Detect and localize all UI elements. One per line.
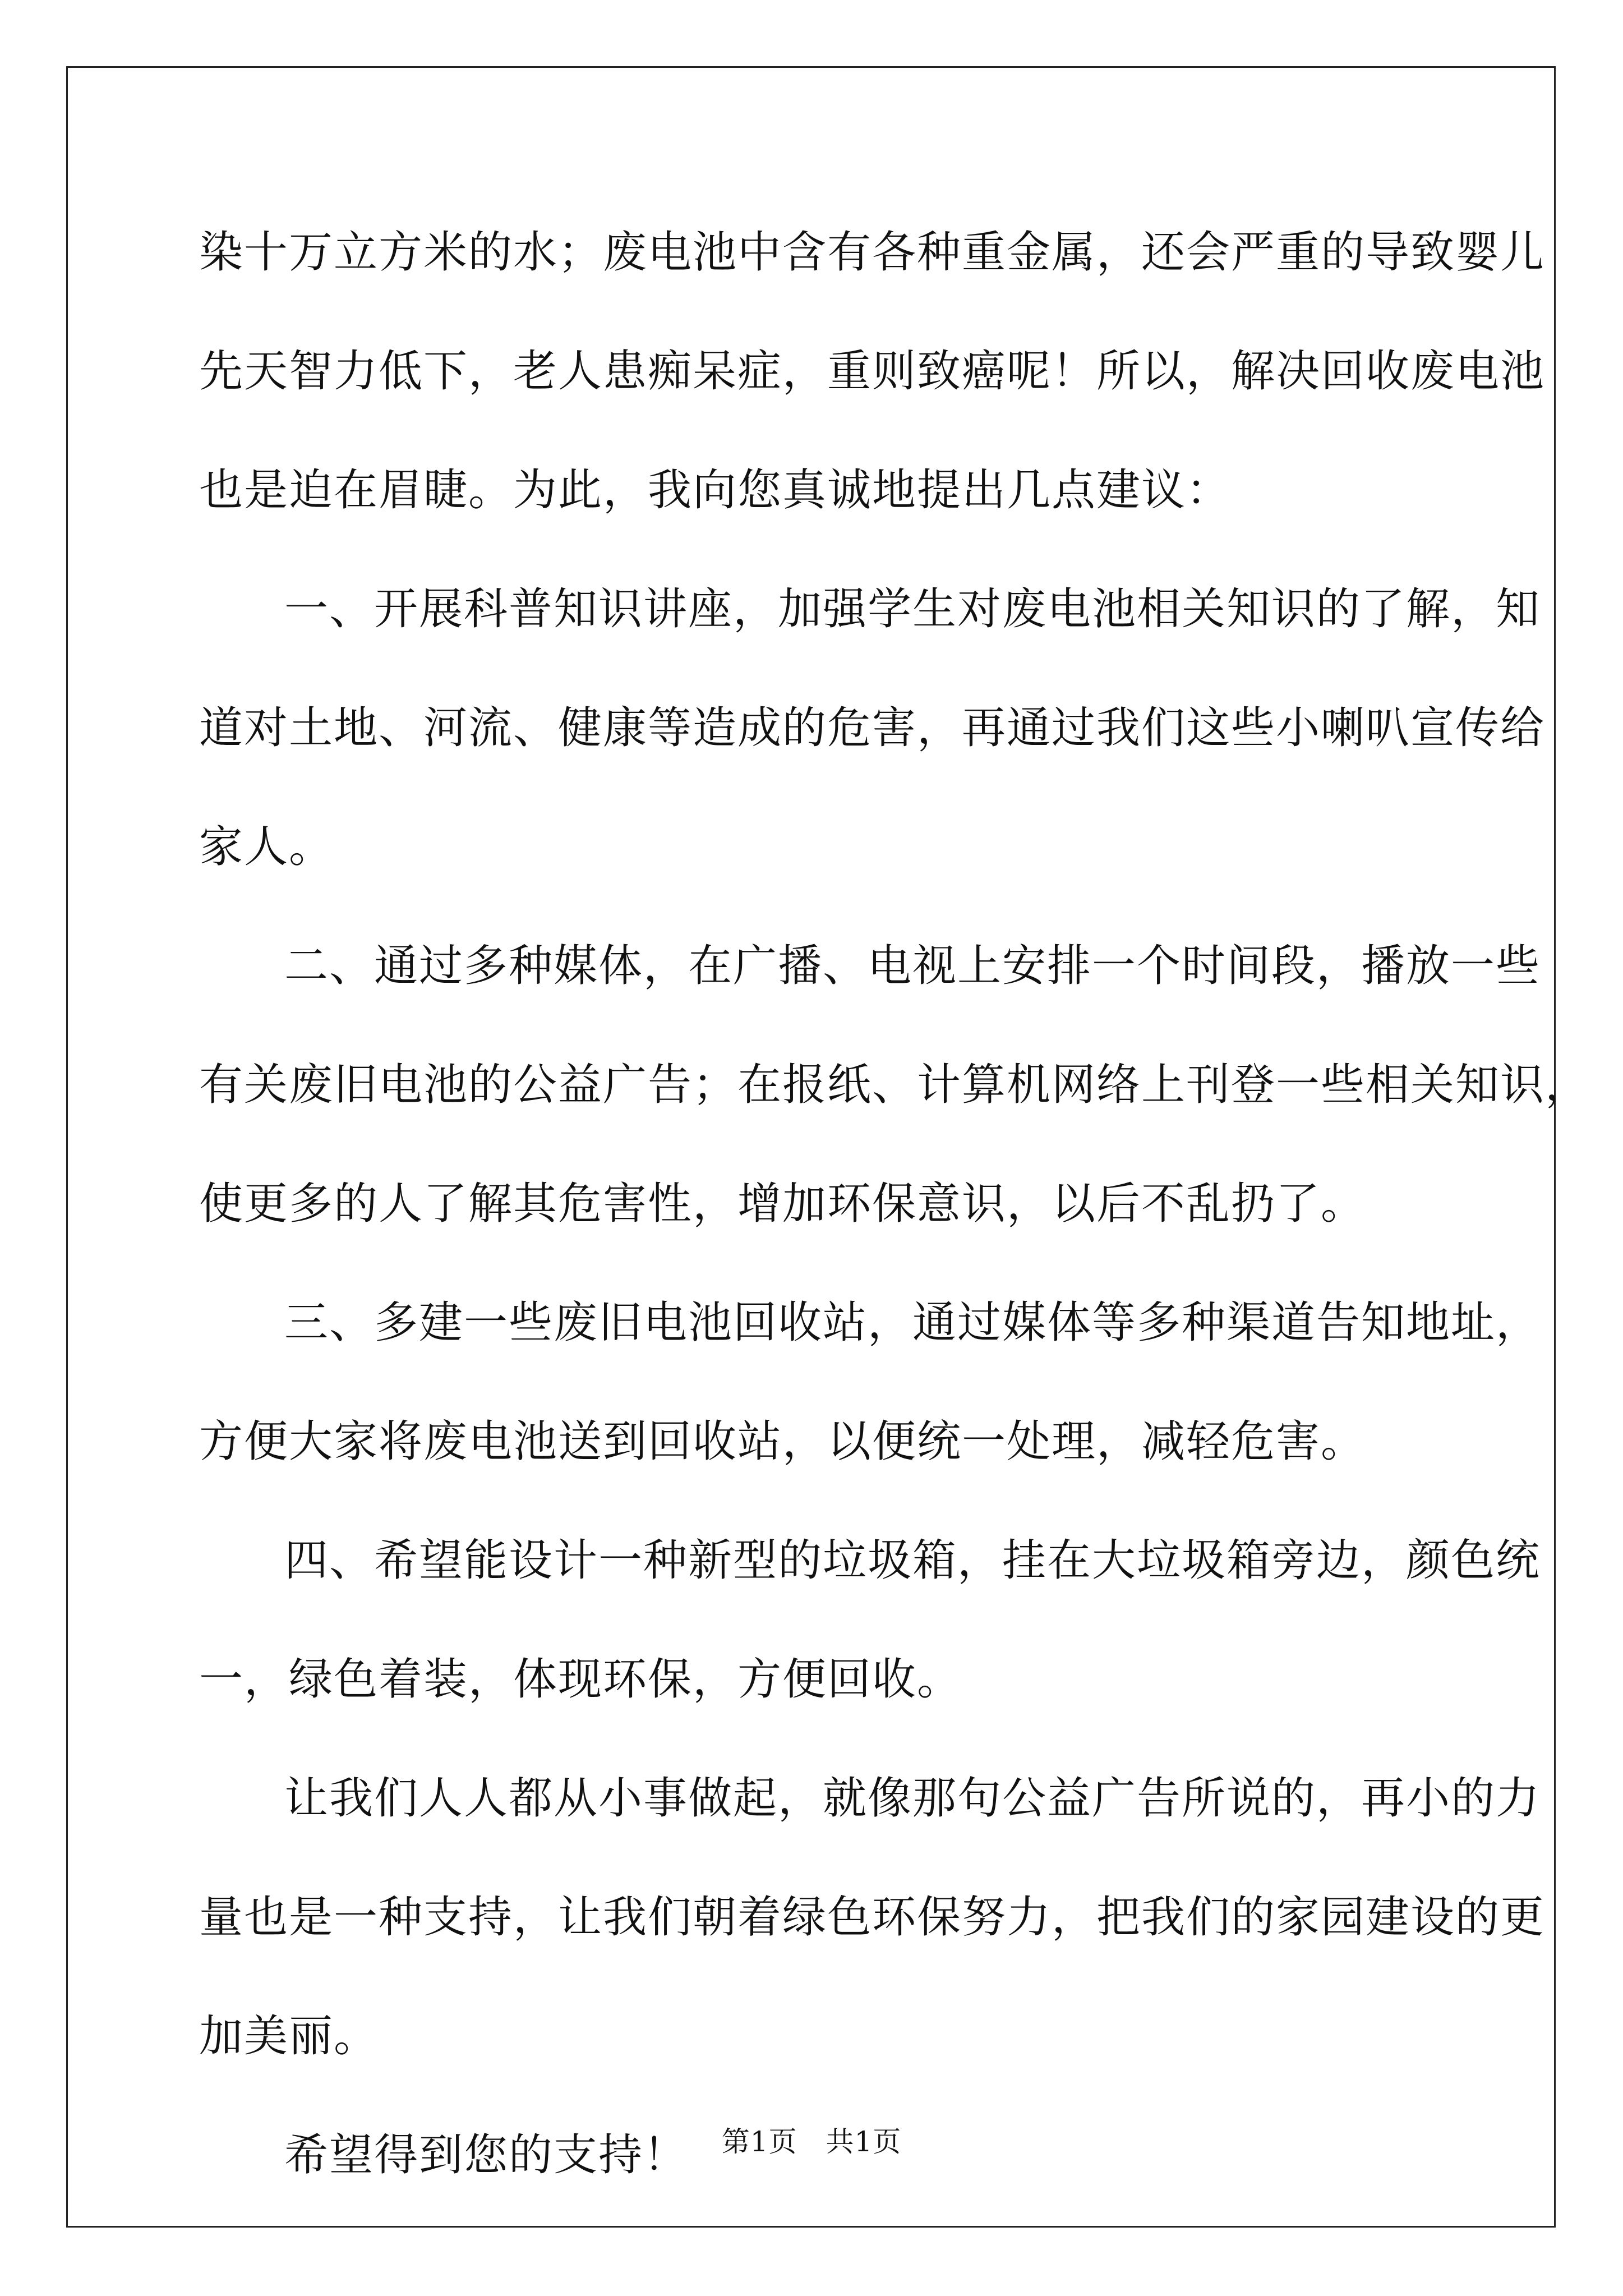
- text-line: 染十万立方米的水；废电池中含有各种重金属，还会严重的导致婴儿: [199, 227, 1546, 278]
- paragraph-start-line: 二、通过多种媒体，在广播、电视上安排一个时间段，播放一些: [284, 941, 1541, 991]
- text-line: 道对土地、河流、健康等造成的危害，再通过我们这些小喇叭宣传给: [199, 703, 1546, 753]
- document-body: [199, 222, 1590, 2243]
- text-line: 也是迫在眉睫。为此，我向您真诚地提出几点建议：: [199, 465, 1232, 516]
- paragraph-start-line: 三、多建一些废旧电池回收站，通过媒体等多种渠道告知地址，: [284, 1297, 1541, 1348]
- page-number-footer: 第1页 共1页: [721, 2125, 902, 2158]
- closing-line: 希望得到您的支持！: [284, 2130, 689, 2180]
- paragraph-start-line: 让我们人人都从小事做起，就像那句公益广告所说的，再小的力: [284, 1773, 1541, 1824]
- text-line: 家人。: [199, 822, 334, 872]
- text-line: 使更多的人了解其危害性，增加环保意识，以后不乱扔了。: [199, 1179, 1366, 1229]
- paragraph-start-line: 四、希望能设计一种新型的垃圾箱，挂在大垃圾箱旁边，颜色统: [284, 1535, 1541, 1586]
- text-line: 量也是一种支持，让我们朝着绿色环保努力，把我们的家园建设的更: [199, 1892, 1546, 1943]
- text-line: 先天智力低下，老人患痴呆症，重则致癌呢！所以，解决回收废电池: [199, 346, 1546, 397]
- text-line: 方便大家将废电池送到回收站，以便统一处理，减轻危害。: [199, 1416, 1366, 1467]
- paragraph-start-line: 一、开展科普知识讲座，加强学生对废电池相关知识的了解，知: [284, 584, 1541, 634]
- text-line: 一，绿色着装，体现环保，方便回收。: [199, 1654, 962, 1705]
- text-line: 加美丽。: [199, 2011, 379, 2062]
- text-line: 有关废旧电池的公益广告；在报纸、计算机网络上刊登一些相关知识，: [199, 1060, 1590, 1110]
